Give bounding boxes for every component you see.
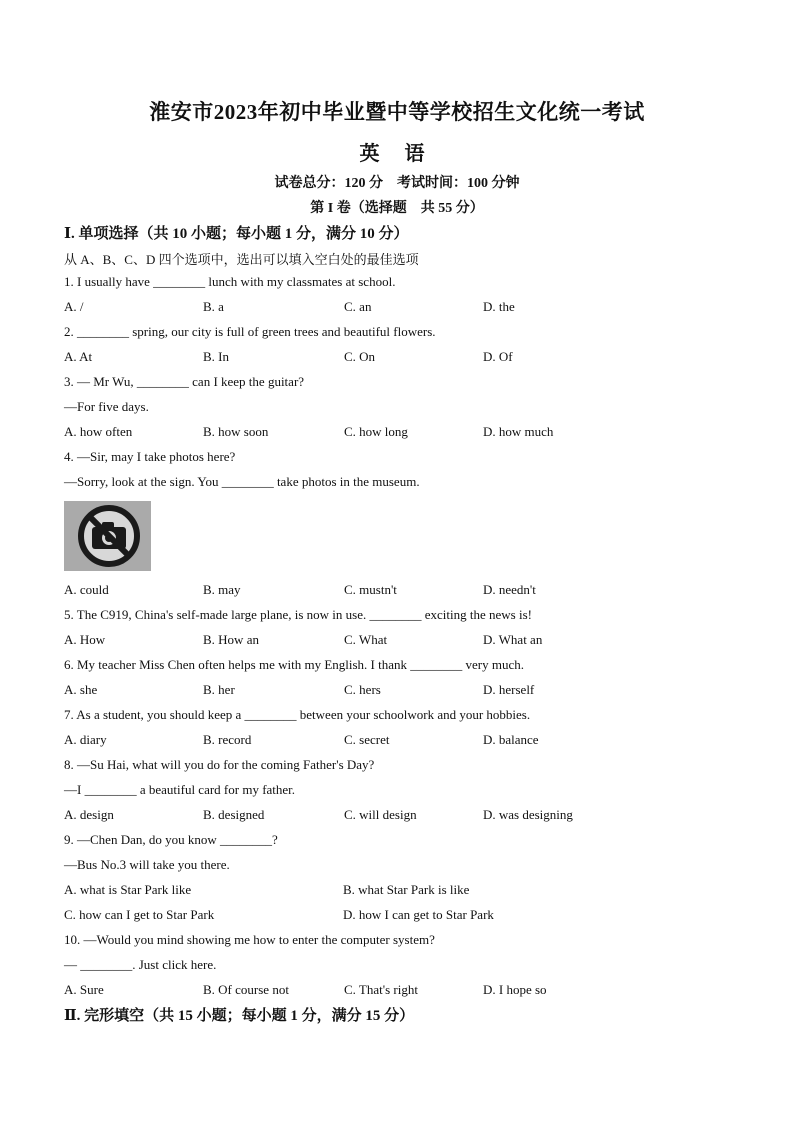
question-5-option-a: A. How (64, 632, 106, 647)
question-3-option-d: D. how much (483, 424, 554, 439)
question-5-option-b: B. How an (203, 632, 259, 647)
question-3-reply: —For five days. (64, 399, 149, 414)
section-2-heading: Ⅱ. 完形填空（共 15 小题；每小题 1 分，满分 15 分） (64, 1008, 415, 1024)
question-9-option-a: A. what is Star Park like (64, 882, 192, 897)
question-6-option-d: D. herself (483, 682, 535, 697)
question-6-option-c: C. hers (344, 682, 381, 697)
question-9-option-b: B. what Star Park is like (343, 882, 470, 897)
question-1-option-c: C. an (344, 299, 372, 314)
question-10-stem: 10. —Would you mind showing me how to enter the computer system? (64, 932, 435, 947)
question-1-option-d: D. the (483, 299, 515, 314)
question-4-option-d: D. needn't (483, 582, 536, 597)
question-3-stem: 3. — Mr Wu, ________ can I keep the guitar? (64, 374, 305, 389)
question-10-option-a: A. Sure (64, 982, 104, 997)
question-6-stem: 6. My teacher Miss Chen often helps me with my English. I thank ________ very much. (64, 657, 524, 672)
question-4-stem: 4. —Sir, may I take photos here? (64, 449, 236, 464)
question-8-option-d: D. was designing (483, 807, 573, 822)
question-10-option-b: B. Of course not (203, 982, 289, 997)
question-2-option-b: B. In (203, 349, 229, 364)
question-6-option-b: B. her (203, 682, 235, 697)
question-9-reply: —Bus No.3 will take you there. (64, 857, 230, 872)
question-1-option-a: A. / (64, 299, 84, 314)
question-9-option-c: C. how can I get to Star Park (64, 907, 215, 922)
question-8-option-a: A. design (64, 807, 114, 822)
question-7-option-d: D. balance (483, 732, 539, 747)
question-7-option-b: B. record (203, 732, 252, 747)
question-3-option-b: B. how soon (203, 424, 269, 439)
question-2-option-d: D. Of (483, 349, 513, 364)
no-camera-sign-icon (64, 501, 151, 571)
question-9-option-d: D. how I can get to Star Park (343, 907, 494, 922)
question-5-stem: 5. The C919, China's self-made large plane, is now in use. ________ exciting the news is! (64, 607, 532, 622)
question-4-reply: —Sorry, look at the sign. You ________ take photos in the museum. (64, 474, 420, 489)
question-5-option-c: C. What (344, 632, 388, 647)
question-3-option-c: C. how long (344, 424, 408, 439)
question-8-reply: —I ________ a beautiful card for my father. (64, 782, 296, 797)
question-10-reply: — ________. Just click here. (64, 957, 217, 972)
question-7-stem: 7. As a student, you should keep a ________ between your schoolwork and your hobbies. (64, 707, 531, 722)
question-10-option-d: D. I hope so (483, 982, 547, 997)
question-10-option-c: C. That's right (344, 982, 418, 997)
question-5-option-d: D. What an (483, 632, 543, 647)
question-3-option-a: A. how often (64, 424, 133, 439)
question-4-option-b: B. may (203, 582, 241, 597)
question-4-option-a: A. could (64, 582, 109, 597)
question-2-option-a: A. At (64, 349, 93, 364)
question-7-option-c: C. secret (344, 732, 390, 747)
section-1-heading: Ⅰ. 单项选择（共 10 小题；每小题 1 分，满分 10 分） (64, 226, 409, 242)
question-9-stem: 9. —Chen Dan, do you know ________? (64, 832, 278, 847)
question-1-stem: 1. I usually have ________ lunch with my classmates at school. (64, 274, 396, 289)
no-camera-sign-graphic (64, 501, 151, 571)
question-2-stem: 2. ________ spring, our city is full of green trees and beautiful flowers. (64, 324, 436, 339)
section-1-instruction: 从 A、B、C、D 四个选项中，选出可以填入空白处的最佳选项 (64, 252, 419, 267)
question-2-option-c: C. On (344, 349, 376, 364)
question-4-option-c: C. mustn't (344, 582, 397, 597)
question-1-option-b: B. a (203, 299, 224, 314)
question-7-option-a: A. diary (64, 732, 107, 747)
question-8-option-c: C. will design (344, 807, 417, 822)
question-6-option-a: A. she (64, 682, 98, 697)
exam-meta: 试卷总分：120 分 考试时间：100 分钟 (274, 176, 520, 191)
exam-title: 淮安市2023年初中毕业暨中等学校招生文化统一考试 (149, 100, 645, 124)
volume-heading: 第 I 卷（选择题 共 55 分） (310, 201, 484, 216)
question-8-option-b: B. designed (203, 807, 265, 822)
subject-title: 英 语 (359, 143, 435, 165)
question-8-stem: 8. —Su Hai, what will you do for the coming Father's Day? (64, 757, 375, 772)
